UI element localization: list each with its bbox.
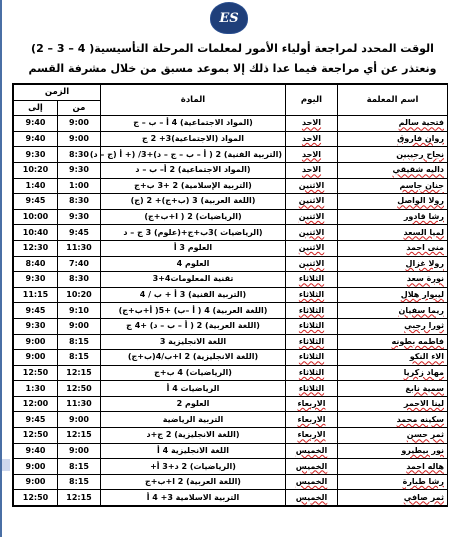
- cell-time-to: 9:00: [14, 334, 58, 350]
- cell-time-to: 9:45: [14, 412, 58, 428]
- table-row: [14, 334, 448, 350]
- cell-time-to: 9:45: [14, 303, 58, 319]
- cell-day: الاحد: [286, 116, 338, 132]
- table-row: [14, 272, 448, 288]
- cell-teacher-name: مهاد زكريا: [338, 365, 448, 381]
- col-subject: المادة: [101, 85, 286, 116]
- cell-time-from: 1:00: [58, 178, 101, 194]
- cell-day: الثلاثاء: [286, 350, 338, 366]
- cell-teacher-name: ليبوار هلال: [338, 287, 448, 303]
- cell-day: الاحد: [286, 162, 338, 178]
- cell-day: الاثنين: [286, 178, 338, 194]
- selection-marker: [2, 459, 10, 471]
- table-row: [14, 443, 448, 459]
- cell-subject: (اللغة العربية) 3 (ب+ج)+ 2 (ج): [101, 194, 286, 210]
- cell-time-from: 10:20: [58, 287, 101, 303]
- cell-time-from: 9:00: [58, 318, 101, 334]
- cell-subject: (اللغة العربية) 2 ( أ – ب – د) +4 ج: [101, 318, 286, 334]
- cell-subject: الرياضيات 4 أ: [101, 381, 286, 397]
- cell-subject: اللغة الانجليزية 3: [101, 334, 286, 350]
- cell-subject: العلوم 2: [101, 396, 286, 412]
- cell-teacher-name: منى احمد: [338, 240, 448, 256]
- cell-time-from: 12:15: [58, 365, 101, 381]
- table-row: [14, 350, 448, 366]
- cell-subject: العلوم 3 أ: [101, 240, 286, 256]
- table-row: [14, 131, 448, 147]
- cell-subject: (اللغة الانجليزية) 2 ا+ب/4(ب+ج): [101, 350, 286, 366]
- cell-time-to: 12:50: [14, 490, 58, 506]
- cell-teacher-name: نجاح رجيبين: [338, 147, 448, 163]
- cell-time-from: 8:30: [58, 272, 101, 288]
- cell-day: الثلاثاء: [286, 287, 338, 303]
- school-logo: [210, 2, 248, 34]
- cell-teacher-name: ثمر حسن: [338, 428, 448, 444]
- cell-day: الاثنين: [286, 194, 338, 210]
- cell-time-to: 9:00: [14, 459, 58, 475]
- cell-time-to: 1:30: [14, 381, 58, 397]
- table-row: [14, 287, 448, 303]
- cell-teacher-name: داليه شقيقي: [338, 162, 448, 178]
- cell-time-to: 11:15: [14, 287, 58, 303]
- cell-teacher-name: الاء النكو: [338, 350, 448, 366]
- cell-time-from: 9:30: [58, 162, 101, 178]
- col-time-to: إلى: [14, 100, 58, 116]
- cell-time-to: 9:30: [14, 318, 58, 334]
- col-day: اليوم: [286, 85, 338, 116]
- cell-time-to: 12:00: [14, 396, 58, 412]
- cell-time-to: 9:30: [14, 272, 58, 288]
- table-row: [14, 116, 448, 132]
- cell-time-from: 9:30: [58, 209, 101, 225]
- table-row: [14, 365, 448, 381]
- cell-time-from: 12:50: [58, 381, 101, 397]
- cell-day: الاحد: [286, 147, 338, 163]
- cell-time-from: 8:15: [58, 459, 101, 475]
- cell-time-from: 9:45: [58, 225, 101, 241]
- table-row: [14, 147, 448, 163]
- table-row: [14, 490, 448, 506]
- cell-day: الخميس: [286, 443, 338, 459]
- cell-teacher-name: لينا الاحمر: [338, 396, 448, 412]
- cell-time-to: 9:00: [14, 350, 58, 366]
- cell-teacher-name: ثمر صافي: [338, 490, 448, 506]
- cell-day: الثلاثاء: [286, 303, 338, 319]
- cell-time-to: 12:50: [14, 365, 58, 381]
- cell-time-from: 8:15: [58, 474, 101, 490]
- cell-time-to: 1:40: [14, 178, 58, 194]
- table-row: [14, 240, 448, 256]
- col-time-from: من: [58, 100, 101, 116]
- col-teacher-name: اسم المعلمة: [338, 85, 448, 116]
- cell-subject: التربية الاسلامية 3+ 4 أ: [101, 490, 286, 506]
- cell-teacher-name: رشا قادور: [338, 209, 448, 225]
- cell-subject: (التربية الفنية) 2 ( أ – ب – ج – د)+3/ (+ أ (ج – د): [101, 147, 286, 163]
- table-row: [14, 396, 448, 412]
- cell-teacher-name: ريما سفيان: [338, 303, 448, 319]
- cell-time-to: 8:40: [14, 256, 58, 272]
- table-row: [14, 459, 448, 475]
- col-time: الزمن: [14, 85, 101, 101]
- cell-day: الاربعاء: [286, 428, 338, 444]
- cell-time-from: 11:30: [58, 240, 101, 256]
- cell-day: الثلاثاء: [286, 365, 338, 381]
- cell-time-to: 9:40: [14, 131, 58, 147]
- cell-time-from: 9:00: [58, 443, 101, 459]
- cell-time-to: 12:50: [14, 428, 58, 444]
- cell-teacher-name: سكينه محمد: [338, 412, 448, 428]
- cell-day: الخميس: [286, 490, 338, 506]
- cell-time-to: 10:20: [14, 162, 58, 178]
- cell-subject: المواد (الاجتماعية)3+ 2 ج: [101, 131, 286, 147]
- cell-teacher-name: نور بيطيرو: [338, 443, 448, 459]
- cell-time-to: 12:30: [14, 240, 58, 256]
- cell-subject: اللغة الانجليزية 4 أ: [101, 443, 286, 459]
- cell-time-from: 12:15: [58, 428, 101, 444]
- cell-subject: تقنية المعلومات4+3: [101, 272, 286, 288]
- cell-teacher-name: روان فاروق: [338, 131, 448, 147]
- cell-time-from: 8:15: [58, 334, 101, 350]
- header-title: الوقت المحدد لمراجعة أولياء الأمور لمعلمات المرحلة التأسيسية( 4 – 3 – 2): [31, 42, 434, 55]
- cell-time-to: 9:45: [14, 194, 58, 210]
- cell-teacher-name: نورة سعد: [338, 272, 448, 288]
- cell-teacher-name: لميا السعد: [338, 225, 448, 241]
- table-row: [14, 162, 448, 178]
- cell-teacher-name: ثورا رجبي: [338, 318, 448, 334]
- cell-time-to: 9:40: [14, 443, 58, 459]
- cell-subject: (اللغة العربية) 4 ( أ –ب) +5( أ+ب+ج): [101, 303, 286, 319]
- cell-day: الاثنين: [286, 225, 338, 241]
- cell-teacher-name: سمية نابغ: [338, 381, 448, 397]
- cell-teacher-name: رولا الواصل: [338, 194, 448, 210]
- cell-time-from: 7:40: [58, 256, 101, 272]
- table-row: [14, 225, 448, 241]
- table-row: [14, 209, 448, 225]
- table-row: [14, 303, 448, 319]
- cell-time-to: 10:40: [14, 225, 58, 241]
- cell-time-from: 12:15: [58, 490, 101, 506]
- cell-time-from: 11:30: [58, 396, 101, 412]
- table-row: [14, 256, 448, 272]
- cell-day: الاحد: [286, 131, 338, 147]
- cell-time-from: 9:00: [58, 116, 101, 132]
- cell-day: الاثنين: [286, 240, 338, 256]
- cell-teacher-name: جنان جاسم: [338, 178, 448, 194]
- cell-time-from: 9:00: [58, 131, 101, 147]
- logo-text: ES: [219, 10, 239, 26]
- cell-day: الاربعاء: [286, 412, 338, 428]
- cell-teacher-name: هاله احمد: [338, 459, 448, 475]
- cell-subject: (التربية الفنية) 3 أ + ب / 4: [101, 287, 286, 303]
- table-row: [14, 318, 448, 334]
- cell-time-from: 8:30: [58, 147, 101, 163]
- cell-subject: (الرياضيات) 2 د+3 أ+: [101, 459, 286, 475]
- table-row: [14, 428, 448, 444]
- cell-time-from: 8:15: [58, 350, 101, 366]
- cell-subject: (الرياضيات) 4 ب+ج: [101, 365, 286, 381]
- cell-time-to: 9:30: [14, 147, 58, 163]
- cell-subject: (اللغة العربية) 2 ا+ب+ج: [101, 474, 286, 490]
- cell-subject: العلوم 4: [101, 256, 286, 272]
- cell-day: الاربعاء: [286, 396, 338, 412]
- header-subtitle: ونعتذر عن أي مراجعة فيما عدا ذلك إلا بموعد مسبق من خلال مشرفة القسم: [28, 62, 437, 75]
- table-row: [14, 194, 448, 210]
- table-row: [14, 412, 448, 428]
- cell-time-from: 9:10: [58, 303, 101, 319]
- cell-subject: (المواد الاجتماعية) 4 أ – ب – ج: [101, 116, 286, 132]
- cell-subject: (المواد الاجتماعية) 2 أ– ب – د: [101, 162, 286, 178]
- schedule-table-wrap: [12, 83, 448, 507]
- cell-subject: (الرياضيات )3ب+ج+(علوم) 3 ج – د: [101, 225, 286, 241]
- cell-day: الثلاثاء: [286, 334, 338, 350]
- cell-subject: (اللغة الانجليزية) 2 ج+د: [101, 428, 286, 444]
- cell-time-from: 8:30: [58, 194, 101, 210]
- window-left-border: [0, 0, 2, 537]
- cell-time-to: 9:00: [14, 474, 58, 490]
- cell-day: الاثنين: [286, 256, 338, 272]
- cell-time-to: 9:40: [14, 116, 58, 132]
- cell-time-to: 10:00: [14, 209, 58, 225]
- cell-subject: (التربية الإسلامية) 2 +3 ب+ج: [101, 178, 286, 194]
- table-row: [14, 474, 448, 490]
- cell-subject: (الرياضيات) 2 ( ا+ب+ج): [101, 209, 286, 225]
- cell-time-from: 9:00: [58, 412, 101, 428]
- cell-teacher-name: فتحية سالم: [338, 116, 448, 132]
- cell-day: الثلاثاء: [286, 381, 338, 397]
- cell-teacher-name: فاطمه بطونه: [338, 334, 448, 350]
- cell-day: الخميس: [286, 459, 338, 475]
- schedule-table: [13, 84, 448, 506]
- cell-day: الخميس: [286, 474, 338, 490]
- cell-day: الثلاثاء: [286, 318, 338, 334]
- table-row: [14, 381, 448, 397]
- cell-teacher-name: رشا طبارة: [338, 474, 448, 490]
- cell-teacher-name: رولا غزال: [338, 256, 448, 272]
- table-row: [14, 178, 448, 194]
- cell-subject: التربية الرياضية: [101, 412, 286, 428]
- cell-day: الاثنين: [286, 209, 338, 225]
- cell-day: الثلاثاء: [286, 272, 338, 288]
